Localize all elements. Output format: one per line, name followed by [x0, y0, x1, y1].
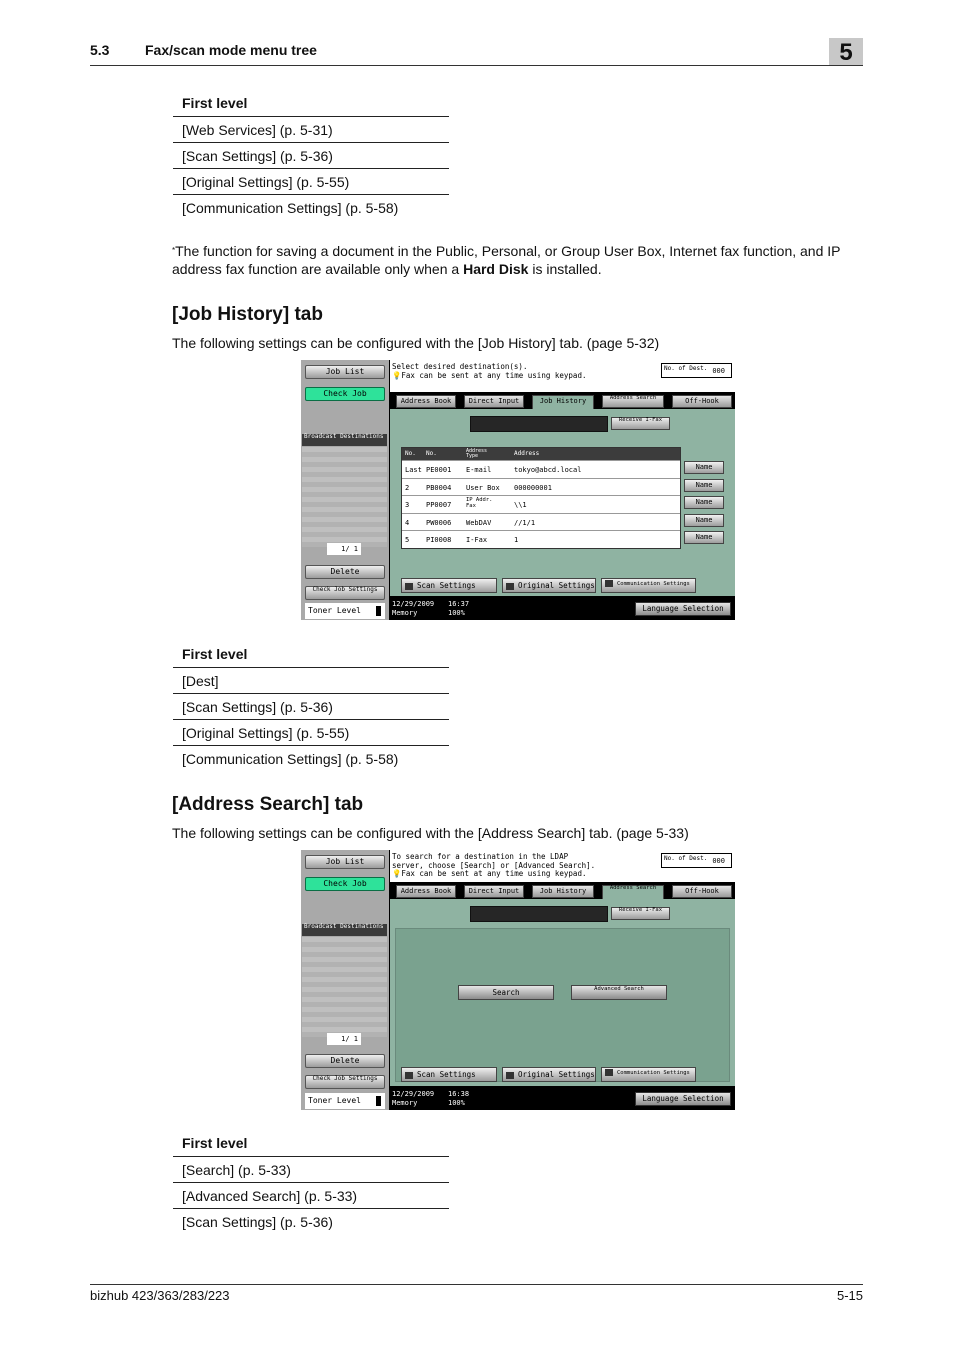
- tab-bar: [390, 883, 735, 899]
- name-button[interactable]: Name: [684, 479, 724, 492]
- memory-label: Memory: [392, 1099, 418, 1107]
- first-level-table-1: [173, 95, 449, 221]
- footnote: [172, 242, 864, 278]
- address-search-screenshot: [301, 850, 735, 1110]
- check-job-settings-button[interactable]: Check Job Settings: [305, 1075, 385, 1089]
- message-area: [390, 850, 735, 882]
- table-row: [Original Settings] (p. 5-55): [173, 169, 449, 195]
- table-header: First level: [173, 1135, 449, 1157]
- toner-gauge-icon: [376, 1096, 381, 1106]
- scan-settings-icon: [405, 583, 413, 590]
- destination-display: [470, 906, 608, 922]
- tab-off-hook[interactable]: Off-Hook: [672, 885, 732, 898]
- table-row: [Web Services] (p. 5-31): [173, 117, 449, 143]
- table-row[interactable]: Last PE0001 E-mail tokyo@abcd.local: [402, 460, 680, 478]
- tab-address-book[interactable]: Address Book: [396, 885, 456, 898]
- table-row: [Advanced Search] (p. 5-33): [173, 1183, 449, 1209]
- message-line: 💡Fax can be sent at any time using keypad.: [392, 869, 587, 878]
- message-line: server, choose [Search] or [Advanced Search].: [392, 860, 596, 870]
- receive-ifax-button[interactable]: Receive I-Fax: [611, 417, 670, 430]
- time: 16:37: [448, 600, 470, 608]
- table-row: [Communication Settings] (p. 5-58): [182, 200, 399, 216]
- page-indicator: 1/ 1: [327, 1033, 361, 1045]
- toner-level: [305, 603, 385, 619]
- communication-settings-icon: [605, 580, 613, 587]
- footnote-text-2: is installed.: [528, 261, 602, 277]
- table-row[interactable]: 2 PB0004 User Box 000000001: [402, 478, 680, 496]
- memory-value: 100%: [448, 609, 465, 617]
- name-button[interactable]: Name: [684, 461, 724, 474]
- footnote-text-1: The function for saving a document in the Public, Personal, or Group User Box, Internet fax function, and IP address fax function are available only when a: [172, 243, 841, 277]
- left-panel: [301, 850, 389, 1110]
- check-job-button[interactable]: Check Job: [305, 387, 385, 401]
- memory-value: 100%: [448, 1099, 465, 1107]
- search-button[interactable]: Search: [458, 985, 554, 1000]
- job-list-button[interactable]: Job List: [305, 365, 385, 379]
- table-row: [Search] (p. 5-33): [173, 1157, 449, 1183]
- name-button[interactable]: Name: [684, 514, 724, 527]
- table-row: [Communication Settings] (p. 5-58): [182, 751, 399, 767]
- check-job-button[interactable]: Check Job: [305, 877, 385, 891]
- receive-ifax-button[interactable]: Receive I-Fax: [611, 907, 670, 920]
- table-row: [Original Settings] (p. 5-55): [173, 720, 449, 746]
- job-history-heading: [Job History] tab: [172, 304, 323, 325]
- original-settings-button[interactable]: Original Settings: [502, 1067, 596, 1082]
- tab-address-search[interactable]: Address Search: [602, 395, 664, 408]
- first-level-table-2: [173, 646, 449, 772]
- name-button[interactable]: Name: [684, 531, 724, 544]
- job-history-screenshot: [301, 360, 735, 620]
- message-area: [390, 360, 735, 392]
- table-row[interactable]: 5 PI0008 I-Fax 1: [402, 530, 680, 548]
- toner-label: Toner Level: [308, 606, 361, 615]
- language-selection-button[interactable]: Language Selection: [635, 1092, 731, 1106]
- first-level-table-3: [173, 1135, 449, 1235]
- tab-off-hook[interactable]: Off-Hook: [672, 395, 732, 408]
- table-header: First level: [173, 646, 449, 668]
- message-line: 💡Fax can be sent at any time using keypad.: [392, 370, 587, 380]
- message-line: Select desired destination(s).: [392, 362, 528, 371]
- original-settings-icon: [506, 583, 514, 590]
- scan-settings-button[interactable]: Scan Settings: [401, 578, 497, 593]
- destination-count: No. of Dest. 000: [661, 853, 732, 868]
- search-area: [395, 928, 730, 1082]
- page-footer: [90, 1284, 863, 1303]
- page-number: 5-15: [836, 1288, 863, 1303]
- left-panel: [301, 360, 389, 620]
- table-row: [Scan Settings] (p. 5-36): [173, 694, 449, 720]
- tab-address-search[interactable]: Address Search: [602, 885, 664, 902]
- section-title: Fax/scan mode menu tree: [145, 42, 317, 58]
- destination-display: [470, 416, 608, 432]
- page-indicator: 1/ 1: [327, 543, 361, 555]
- tab-job-history[interactable]: Job History: [532, 395, 594, 412]
- address-search-panel: [390, 899, 735, 1086]
- memory-label: Memory: [392, 609, 418, 617]
- table-row: [Scan Settings] (p. 5-36): [182, 1214, 333, 1230]
- job-history-list: [401, 447, 681, 549]
- tab-address-book[interactable]: Address Book: [396, 395, 456, 408]
- language-selection-button[interactable]: Language Selection: [635, 602, 731, 616]
- job-list-button[interactable]: Job List: [305, 855, 385, 869]
- tab-direct-input[interactable]: Direct Input: [464, 395, 524, 408]
- toner-level: [305, 1093, 385, 1109]
- bulb-icon: 💡: [392, 370, 402, 380]
- communication-settings-icon: [605, 1069, 613, 1076]
- chapter-number: 5: [829, 38, 863, 65]
- list-header: No. No. Address Type Address: [402, 448, 680, 460]
- product-name: bizhub 423/363/283/223: [90, 1288, 230, 1303]
- address-search-heading: [Address Search] tab: [172, 794, 364, 815]
- broadcast-destinations-label: Broadcast Destinations: [302, 924, 387, 936]
- status-bar: [390, 1087, 735, 1110]
- date: 12/29/2009: [392, 600, 435, 608]
- table-row: [Scan Settings] (p. 5-36): [173, 143, 449, 169]
- address-search-intro: The following settings can be configured with the [Address Search] tab. (page 5-33): [172, 825, 689, 841]
- communication-settings-button[interactable]: Communication Settings: [601, 578, 696, 593]
- tab-job-history[interactable]: Job History: [532, 885, 594, 898]
- delete-button[interactable]: Delete: [305, 1054, 385, 1068]
- time: 16:38: [448, 1090, 470, 1098]
- status-bar: [390, 597, 735, 620]
- section-number: 5.3: [90, 42, 110, 58]
- footnote-marker: *: [172, 246, 176, 255]
- name-button[interactable]: Name: [684, 496, 724, 509]
- table-row[interactable]: 4 PW0006 WebDAV //1/1: [402, 513, 680, 531]
- check-job-settings-button[interactable]: Check Job Settings: [305, 586, 385, 600]
- original-settings-icon: [506, 1072, 514, 1079]
- destination-count: No. of Dest. 000: [661, 363, 732, 378]
- scan-settings-button[interactable]: Scan Settings: [401, 1067, 497, 1082]
- table-header: First level: [173, 95, 449, 117]
- scan-settings-icon: [405, 1072, 413, 1079]
- broadcast-destinations-label: Broadcast Destinations: [302, 434, 387, 446]
- job-history-intro: The following settings can be configured with the [Job History] tab. (page 5-32): [172, 335, 660, 351]
- footnote-bold: Hard Disk: [463, 261, 529, 277]
- tab-bar: [390, 393, 735, 409]
- communication-settings-button[interactable]: Communication Settings: [601, 1067, 696, 1082]
- advanced-search-button[interactable]: Advanced Search: [571, 985, 667, 1000]
- table-row: [Dest]: [173, 668, 449, 694]
- bulb-icon: 💡: [392, 869, 402, 878]
- tab-direct-input[interactable]: Direct Input: [464, 885, 524, 898]
- table-row[interactable]: 3 PP0007 IP Addr. Fax \\1: [402, 495, 680, 513]
- page-header: [90, 38, 863, 66]
- date: 12/29/2009: [392, 1090, 435, 1098]
- job-history-panel: [390, 409, 735, 596]
- delete-button[interactable]: Delete: [305, 565, 385, 579]
- toner-gauge-icon: [376, 606, 381, 616]
- original-settings-button[interactable]: Original Settings: [502, 578, 596, 593]
- toner-label: Toner Level: [308, 1096, 361, 1105]
- message-line: To search for a destination in the LDAP: [392, 852, 569, 861]
